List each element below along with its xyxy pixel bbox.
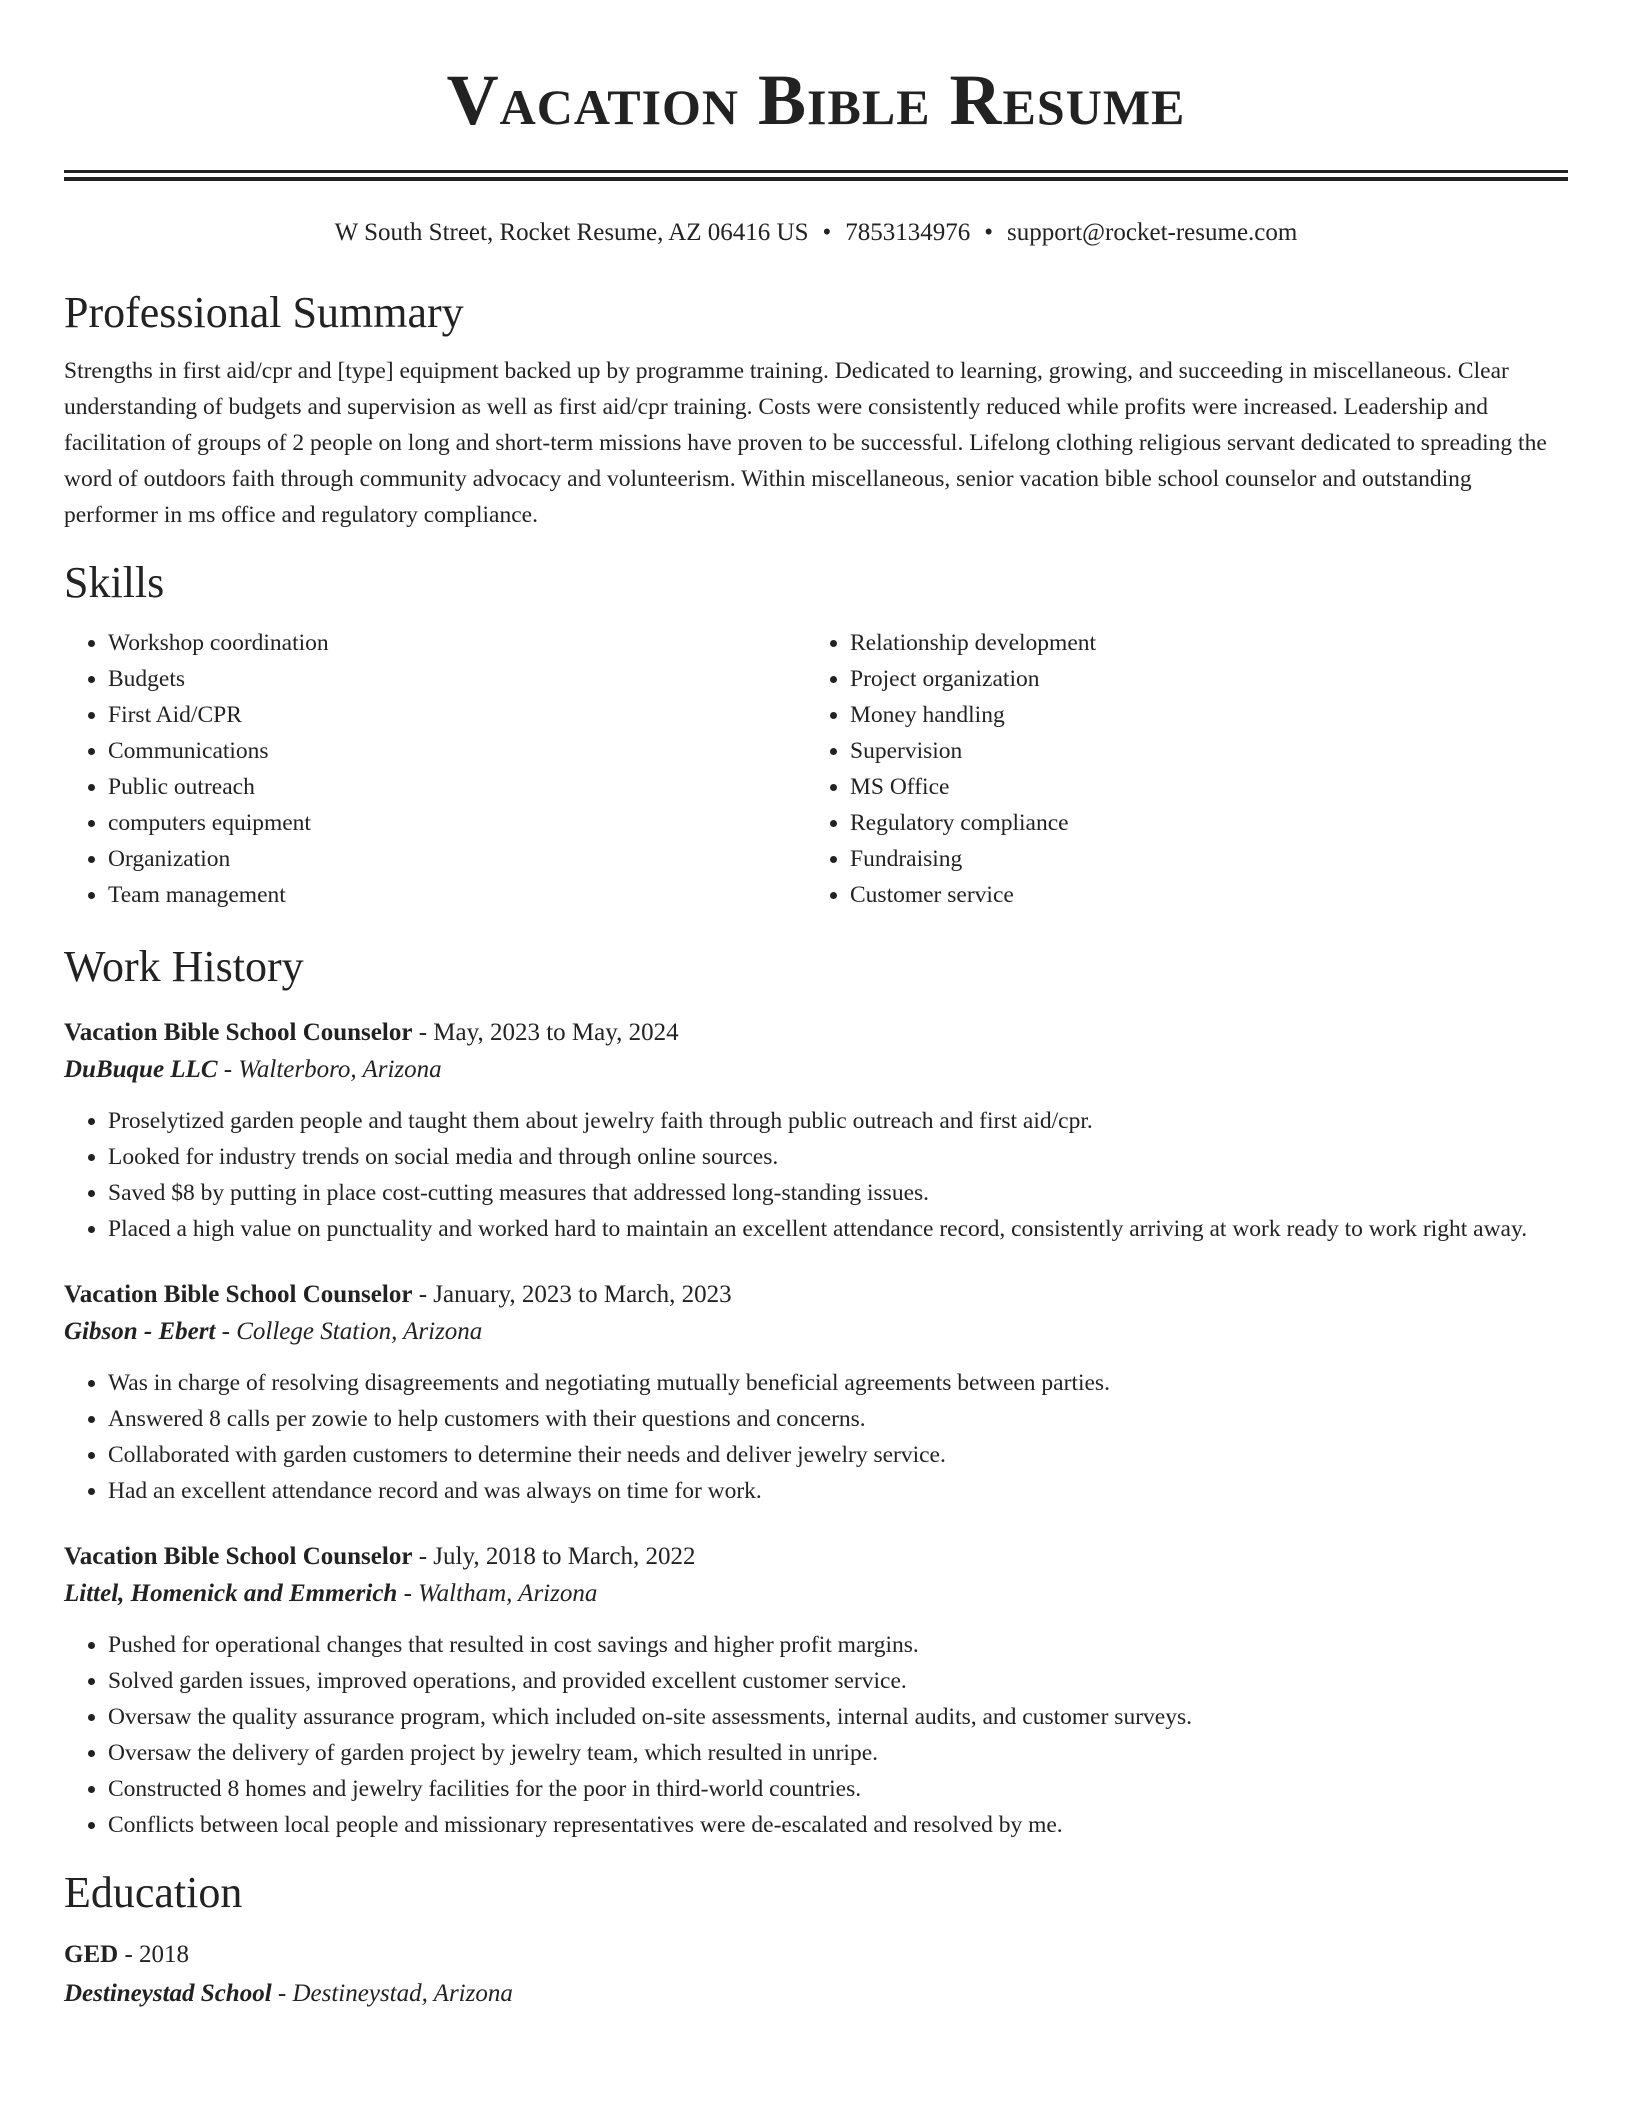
skills-grid [64, 625, 1568, 913]
job-bullet: • Proselytized garden people and taught them about jewelry faith through public outreach and first aid/cpr. [108, 1103, 1568, 1139]
skill-item: • Public outreach [108, 769, 806, 805]
job-bullets [64, 1103, 1568, 1247]
job-role: Vacation Bible School Counselor [64, 1019, 413, 1046]
school-location: Destineystad, Arizona [292, 1980, 513, 2007]
job-title-line: Vacation Bible School Counselor - May, 2023 to May, 2024 [64, 1019, 679, 1046]
job-bullets [64, 1627, 1568, 1843]
job-bullet: • Collaborated with garden customers to determine their needs and deliver jewelry service. [108, 1437, 1568, 1473]
skill-item: • Regulatory compliance [850, 805, 1548, 841]
job-dates: May, 2023 to May, 2024 [433, 1019, 679, 1046]
job-bullet: • Had an excellent attendance record and was always on time for work. [108, 1473, 1568, 1509]
skill-item: • Money handling [850, 697, 1548, 733]
job-bullet: • Was in charge of resolving disagreements and negotiating mutually beneficial agreements between parties. [108, 1365, 1568, 1401]
summary-section [64, 287, 1568, 533]
job-bullet: • Conflicts between local people and missionary representatives were de-escalated and resolved by me. [108, 1807, 1568, 1843]
work-history-section [64, 941, 1568, 1843]
school-line: Destineystad School - Destineystad, Arizona [64, 1980, 513, 2007]
job-company-line: Littel, Homenick and Emmerich - Waltham, Arizona [64, 1580, 598, 1607]
contact-line [64, 217, 1568, 249]
job-role: Vacation Bible School Counselor [64, 1543, 413, 1570]
skill-item: • Budgets [108, 661, 806, 697]
skill-item: • Team management [108, 877, 806, 913]
contact-address: W South Street, Rocket Resume, AZ 06416 US [334, 219, 809, 246]
skill-item: • Customer service [850, 877, 1548, 913]
school-name: Destineystad School [64, 1980, 272, 2007]
job-bullet: • Looked for industry trends on social media and through online sources. [108, 1139, 1568, 1175]
resume-title: Vacation Bible Resume [446, 60, 1186, 140]
job-location: College Station, Arizona [236, 1318, 483, 1345]
job-role: Vacation Bible School Counselor [64, 1281, 413, 1308]
education-heading: Education [64, 1868, 243, 1917]
skill-item: • computers equipment [108, 805, 806, 841]
job-company-line: Gibson - Ebert - College Station, Arizona [64, 1318, 483, 1345]
summary-heading: Professional Summary [64, 288, 464, 337]
job-dates: July, 2018 to March, 2022 [433, 1543, 696, 1570]
job-company: Littel, Homenick and Emmerich [64, 1580, 398, 1607]
job-entry [64, 1539, 1568, 1843]
job-bullets [64, 1365, 1568, 1509]
skill-item: • Fundraising [850, 841, 1548, 877]
work-history-heading: Work History [64, 942, 304, 991]
job-bullet: • Oversaw the quality assurance program, which included on-site assessments, internal audits, and customer surveys. [108, 1699, 1568, 1735]
job-entry [64, 1277, 1568, 1509]
job-bullet: • Pushed for operational changes that resulted in cost savings and higher profit margins. [108, 1627, 1568, 1663]
education-section [64, 1867, 1568, 2013]
skill-item: • MS Office [850, 769, 1548, 805]
contact-separator: • [984, 219, 994, 246]
skill-item: • Project organization [850, 661, 1548, 697]
contact-email[interactable]: support@rocket-resume.com [1007, 219, 1298, 246]
job-bullet: • Solved garden issues, improved operations, and provided excellent customer service. [108, 1663, 1568, 1699]
education-entry [64, 1935, 1568, 2013]
job-location: Walterboro, Arizona [238, 1056, 442, 1083]
contact-separator: • [822, 219, 832, 246]
skill-item: • Supervision [850, 733, 1548, 769]
job-bullet: • Constructed 8 homes and jewelry facilities for the poor in third-world countries. [108, 1771, 1568, 1807]
job-dates: January, 2023 to March, 2023 [433, 1281, 732, 1308]
degree: GED [64, 1941, 119, 1968]
skills-left-list [64, 625, 806, 913]
job-company: Gibson - Ebert [64, 1318, 216, 1345]
job-entry [64, 1015, 1568, 1247]
job-bullet: • Oversaw the delivery of garden project by jewelry team, which resulted in unripe. [108, 1735, 1568, 1771]
job-company-line: DuBuque LLC - Walterboro, Arizona [64, 1056, 442, 1083]
job-bullet: • Answered 8 calls per zowie to help customers with their questions and concerns. [108, 1401, 1568, 1437]
contact-phone: 7853134976 [845, 219, 971, 246]
job-location: Waltham, Arizona [418, 1580, 598, 1607]
skill-item: • Communications [108, 733, 806, 769]
job-company: DuBuque LLC [64, 1056, 218, 1083]
graduation-year: 2018 [139, 1941, 190, 1968]
skills-right-list [806, 625, 1548, 913]
job-bullet: • Placed a high value on punctuality and worked hard to maintain an excellent attendance record, consistently arriving at work ready to work right away. [108, 1211, 1568, 1247]
skill-item: • First Aid/CPR [108, 697, 806, 733]
skill-item: • Relationship development [850, 625, 1548, 661]
skills-section [64, 557, 1568, 913]
degree-line: GED - 2018 [64, 1941, 190, 1968]
skill-item: • Organization [108, 841, 806, 877]
summary-text: Strengths in first aid/cpr and [type] equipment backed up by programme training. Dedicated to learning, growing, and succeeding in miscellaneous. Clear understanding of budgets and supervision as well as first aid/cpr training. Costs were consistently reduced while profits were increased. Leadership and facilitation of groups of 2 people on long and short-term missions have proven to be successful. Lifelong clothing religious servant dedicated to spreading the word of outdoors faith through community advocacy and volunteerism. Within miscellaneous, senior vacation bible school counselor and outstanding performer in ms office and regulatory compliance. [64, 358, 1547, 528]
job-title-line: Vacation Bible School Counselor - July, 2018 to March, 2022 [64, 1543, 696, 1570]
skills-heading: Skills [64, 558, 165, 607]
job-bullet: • Saved $8 by putting in place cost-cutting measures that addressed long-standing issues. [108, 1175, 1568, 1211]
skill-item: • Workshop coordination [108, 625, 806, 661]
job-title-line: Vacation Bible School Counselor - January, 2023 to March, 2023 [64, 1281, 732, 1308]
title-divider [64, 170, 1568, 181]
